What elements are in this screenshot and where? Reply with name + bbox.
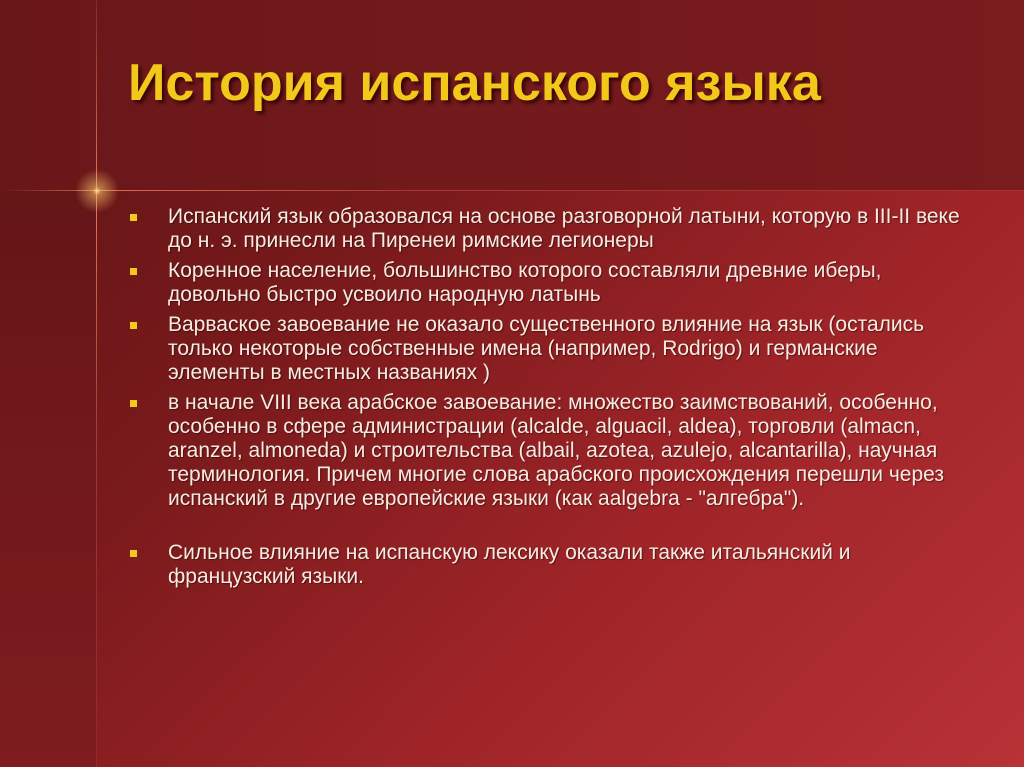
bullet-text: Сильное влияние на испанскую лексику оказали также итальянский и французский языки. [168,541,851,588]
square-bullet-icon [130,214,137,221]
bullet-text: Варваское завоевание не оказало существенного влияние на язык (остались только некоторые собственные имена (например, Rodrigo) и германские элементы в местных названиях ) [168,313,925,384]
bullet-item [128,391,968,511]
bullet-item [128,259,968,307]
bullet-item [128,313,968,385]
vertical-line-decoration [96,0,97,767]
bullet-item [128,541,968,589]
bullet-text: в начале VIII века арабское завоевание: множество заимствований, особенно, особенно в сфере администрации (alcalde, alguacil, aldea), торговли (almacn, aranzel, almoneda) и строительства (albail, azotea, azulejo, alcantarilla), научная терминология. Причем многие слова арабского происхождения перешли через испанский в другие европейские языки (как aalgebra - "алгебра"). [168,391,944,510]
bullet-text: Коренное население, большинство которого составляли древние иберы, довольно быстро усвоило народную латынь [168,259,882,306]
square-bullet-icon [130,268,137,275]
square-bullet-icon [130,400,137,407]
square-bullet-icon [130,322,137,329]
slide-title: История испанского языка [128,54,821,112]
sparkle-decoration [66,160,128,222]
square-bullet-icon [130,550,137,557]
bullet-text: Испанский язык образовался на основе разговорной латыни, которую в III-II веке до н. э. принесли на Пиренеи римские легионеры [168,205,960,252]
bullet-item [128,205,968,253]
bullet-list [128,205,968,595]
horizontal-line-decoration [0,190,1024,191]
